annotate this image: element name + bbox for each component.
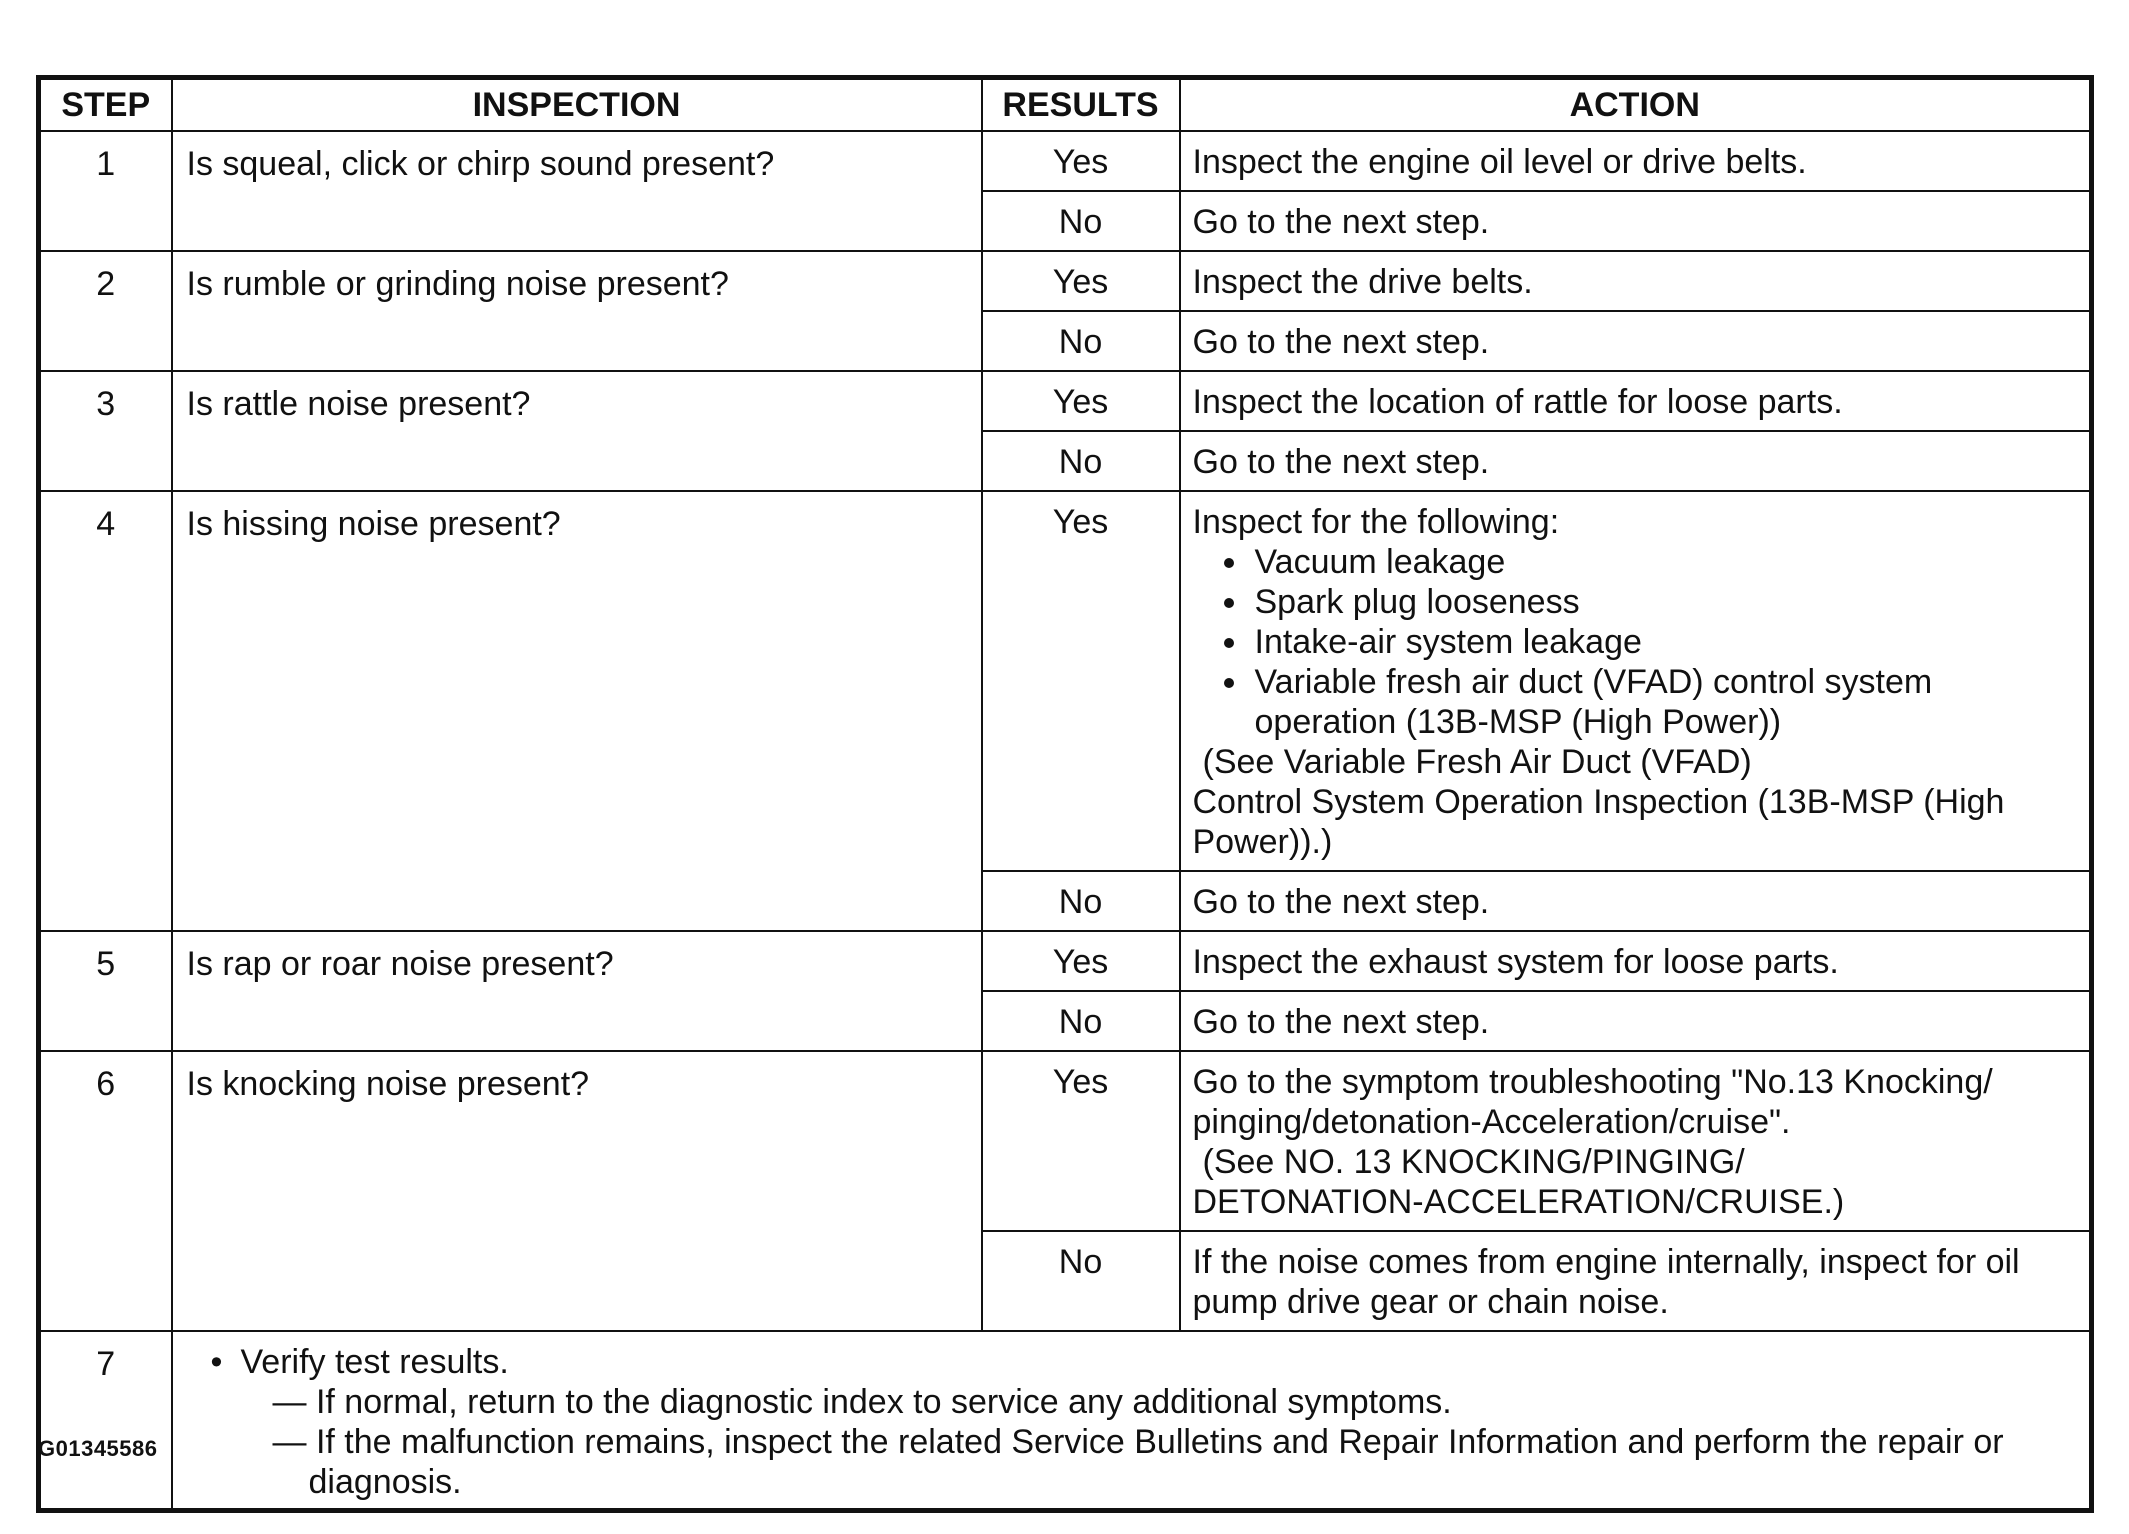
step-number: 6 <box>39 1051 172 1331</box>
action-no: If the noise comes from engine internally, inspect for oil pump drive gear or chain noise. <box>1180 1231 2092 1331</box>
result-yes: Yes <box>982 931 1180 991</box>
action-yes: Inspect the drive belts. <box>1180 251 2092 311</box>
table-row <box>39 251 2092 311</box>
table-row <box>39 931 2092 991</box>
result-no: No <box>982 991 1180 1051</box>
header-row <box>39 78 2092 132</box>
action-yes: Inspect the location of rattle for loose parts. <box>1180 371 2092 431</box>
result-no: No <box>982 431 1180 491</box>
inspection-text: Is rap or roar noise present? <box>172 931 982 1051</box>
header-inspection: INSPECTION <box>172 78 982 132</box>
table-row <box>39 1051 2092 1231</box>
action-note: DETONATION-ACCELERATION/CRUISE.) <box>1192 1183 1845 1221</box>
inspection-text: Is squeal, click or chirp sound present? <box>172 131 982 251</box>
header-results: RESULTS <box>982 78 1180 132</box>
bullet-icon: • <box>210 1343 223 1381</box>
step-number: 4 <box>39 491 172 931</box>
action-yes <box>1180 1051 2092 1231</box>
step7-content <box>172 1331 2092 1511</box>
action-yes: Inspect the exhaust system for loose parts. <box>1180 931 2092 991</box>
step-number: 1 <box>39 131 172 251</box>
table-row <box>39 131 2092 191</box>
list-item: • Vacuum leakage <box>1251 542 2080 582</box>
figure-id: G01345586 <box>38 1436 158 1461</box>
action-no: Go to the next step. <box>1180 991 2092 1051</box>
result-yes: Yes <box>982 371 1180 431</box>
result-yes: Yes <box>982 131 1180 191</box>
action-note: (See NO. 13 KNOCKING/PINGING/ <box>1202 1143 1745 1181</box>
verify-sub-item: — If the malfunction remains, inspect the related Service Bulletins and Repair Information and perform the repair or diagnosis. <box>272 1423 2004 1501</box>
step-number: 2 <box>39 251 172 371</box>
result-no: No <box>982 871 1180 931</box>
inspection-text: Is knocking noise present? <box>172 1051 982 1331</box>
list-item: • Intake-air system leakage <box>1251 622 2080 662</box>
result-no: No <box>982 191 1180 251</box>
table-row <box>39 1331 2092 1511</box>
result-yes: Yes <box>982 491 1180 871</box>
inspection-text: Is rattle noise present? <box>172 371 982 491</box>
list-item: • Spark plug looseness <box>1251 582 2080 622</box>
action-no: Go to the next step. <box>1180 191 2092 251</box>
step-number: 7 <box>39 1331 172 1511</box>
table-row <box>39 371 2092 431</box>
action-note: (See Variable Fresh Air Duct (VFAD) <box>1202 743 1752 781</box>
inspection-text: Is hissing noise present? <box>172 491 982 931</box>
result-yes: Yes <box>982 251 1180 311</box>
header-action: ACTION <box>1180 78 2092 132</box>
diagnostic-table <box>36 75 2094 1513</box>
result-yes: Yes <box>982 1051 1180 1231</box>
action-bullet-list <box>1193 542 2080 742</box>
header-step: STEP <box>39 78 172 132</box>
action-yes: Inspect the engine oil level or drive belts. <box>1180 131 2092 191</box>
list-item: • Variable fresh air duct (VFAD) control system operation (13B-MSP (High Power)) <box>1251 662 2080 742</box>
action-yes <box>1180 491 2092 871</box>
action-note: Control System Operation Inspection (13B-MSP (High Power)).) <box>1192 783 2005 861</box>
action-intro: Inspect for the following: <box>1192 503 1560 541</box>
step-number: 5 <box>39 931 172 1051</box>
action-no: Go to the next step. <box>1180 871 2092 931</box>
action-no: Go to the next step. <box>1180 431 2092 491</box>
result-no: No <box>982 1231 1180 1331</box>
table-row <box>39 491 2092 871</box>
verify-sub-item: — If normal, return to the diagnostic index to service any additional symptoms. <box>272 1383 1452 1421</box>
action-text: Go to the symptom troubleshooting "No.13 Knocking/ pinging/detonation-Acceleration/cruise". <box>1192 1063 1993 1141</box>
inspection-text: Is rumble or grinding noise present? <box>172 251 982 371</box>
action-no: Go to the next step. <box>1180 311 2092 371</box>
step-number: 3 <box>39 371 172 491</box>
result-no: No <box>982 311 1180 371</box>
verify-text: Verify test results. <box>240 1343 509 1381</box>
